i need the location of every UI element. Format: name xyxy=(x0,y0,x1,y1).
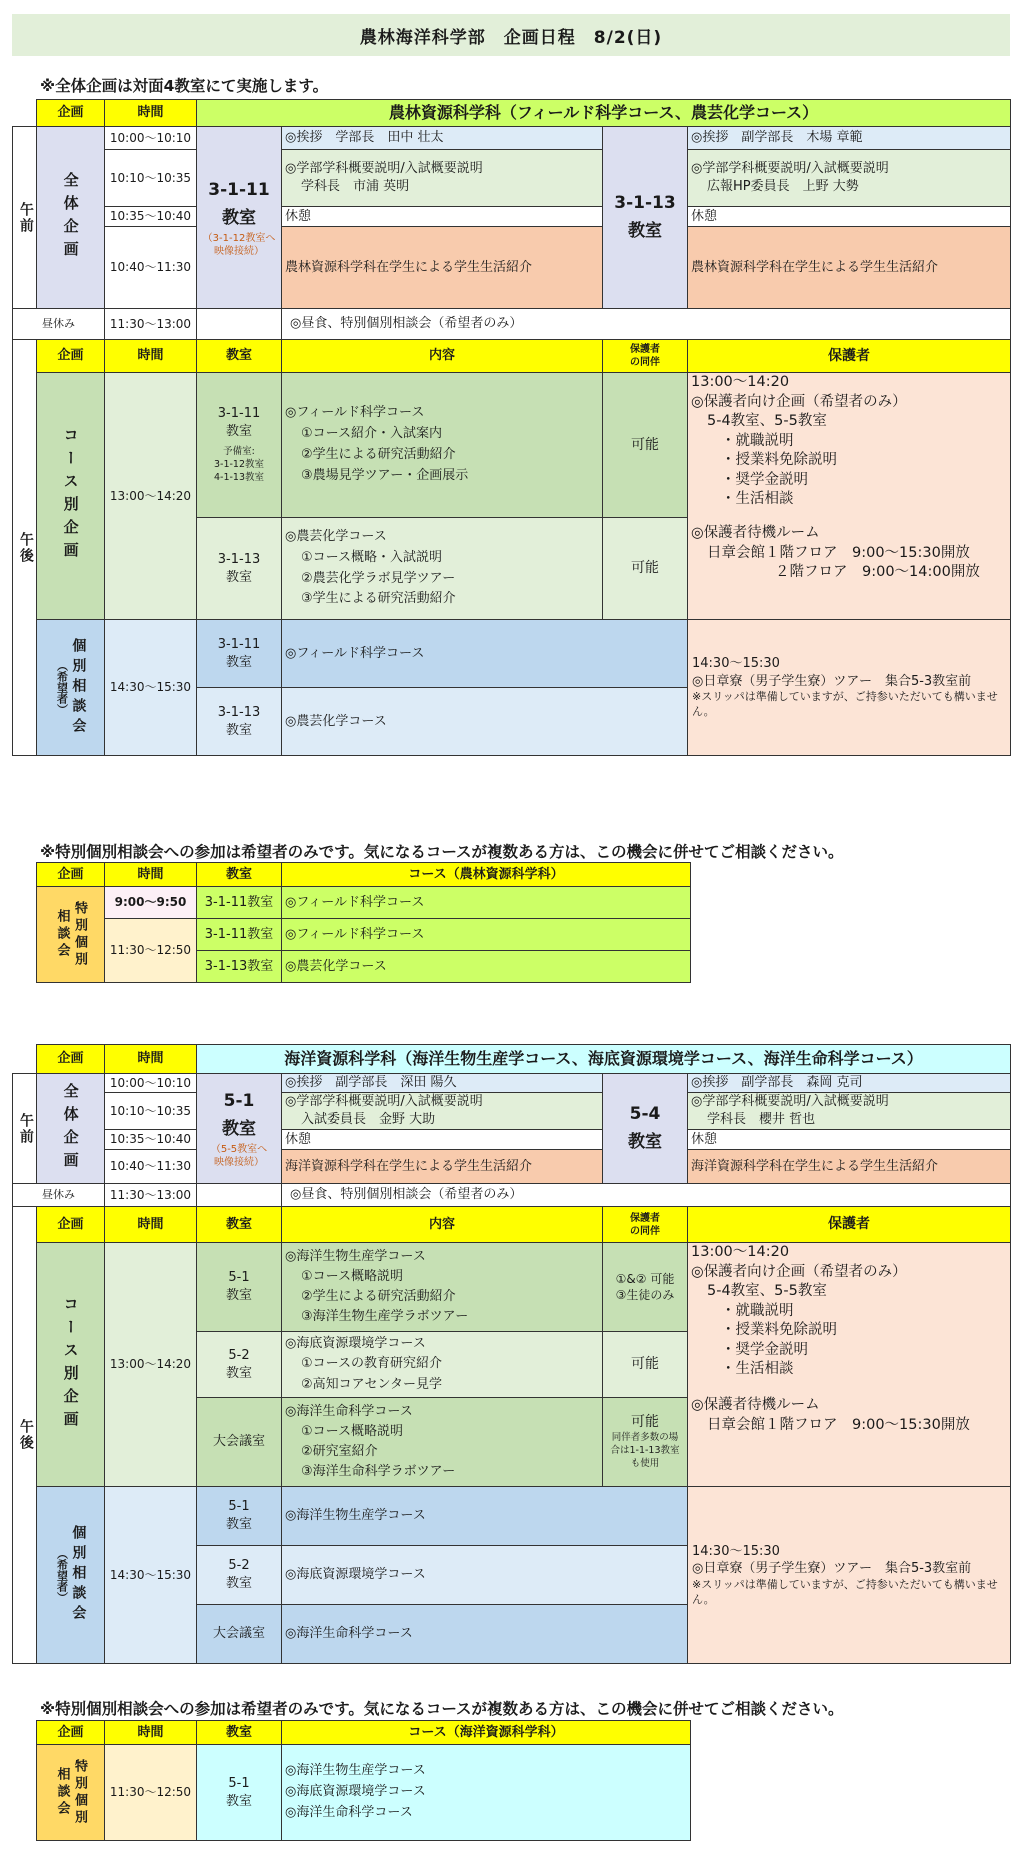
header-kyoushitsu: 教室 xyxy=(197,1207,282,1243)
special-course: ◎農芸化学コース xyxy=(282,951,691,983)
special-time: 9:00〜9:50 xyxy=(105,887,197,919)
course-room: 3-1-11 教室 予備室: 3-1-12教室 4-1-13教室 xyxy=(197,373,282,518)
label-tokubetsu-soudan: 特別個別 相談会 xyxy=(37,1745,105,1841)
special-table-kaiyou xyxy=(36,1720,691,1841)
header-course-kaiyou: コース（海洋資源科学科） xyxy=(282,1721,691,1745)
agenda-kyuukei: 休憩 xyxy=(282,207,603,227)
course-time: 13:00〜14:20 xyxy=(105,373,197,620)
room-5-4: 5-4 教室 xyxy=(603,1074,688,1184)
course-content-nougei: ◎農芸化学コース ①コース概略・入試説明 ②農芸化学ラボ見学ツアー ③学生による研究活動紹介 xyxy=(282,518,603,620)
douhan-status: ①&② 可能 ③生徒のみ xyxy=(603,1243,688,1332)
schedule-table-kaiyou xyxy=(12,1044,1011,1664)
time-slot: 10:00〜10:10 xyxy=(105,1074,197,1093)
kobetsu-room: 5-1 教室 xyxy=(197,1487,282,1546)
course-content-seimei: ◎海洋生命科学コース ①コース概略説明 ②研究室紹介 ③海洋生命科学ラボツアー xyxy=(282,1398,603,1487)
course-room: 3-1-13 教室 xyxy=(197,518,282,620)
room-5-1: 5-1 教室 （5-5教室へ 映像接続） xyxy=(197,1074,282,1184)
agenda-shoukai: 海洋資源科学科在学生による学生生活紹介 xyxy=(282,1150,603,1184)
header-jikan: 時間 xyxy=(105,1045,197,1074)
room-3-1-13: 3-1-13 教室 xyxy=(603,127,688,309)
header-jikan: 時間 xyxy=(105,100,197,127)
kobetsu-room: 3-1-13 教室 xyxy=(197,688,282,756)
header-kikaku: 企画 xyxy=(37,1721,105,1745)
label-course-betsu: コース別企画 xyxy=(37,1243,105,1487)
note-top: ※全体企画は対面4教室にて実施します。 xyxy=(40,77,329,95)
time-slot: 10:10〜10:35 xyxy=(105,1093,197,1130)
header-jikan: 時間 xyxy=(105,863,197,887)
header-kyoushitsu: 教室 xyxy=(197,863,282,887)
label-course-betsu: コース別企画 xyxy=(37,373,105,620)
course-content-kaitei: ◎海底資源環境学コース ①コースの教育研究紹介 ②高知コアセンター見学 xyxy=(282,1332,603,1398)
agenda-gaiyou: ◎学部学科概要説明/入試概要説明 学科長 市浦 英明 xyxy=(282,150,603,207)
label-zentai-kikaku: 全体企画 xyxy=(37,1074,105,1184)
dept-header-norin: 農林資源科学科（フィールド科学コース、農芸化学コース） xyxy=(197,100,1011,127)
header-kyoushitsu: 教室 xyxy=(197,340,282,373)
time-slot: 10:35〜10:40 xyxy=(105,207,197,227)
agenda-aisatsu: ◎挨拶 副学部長 深田 陽久 xyxy=(282,1074,603,1093)
time-slot: 10:35〜10:40 xyxy=(105,1130,197,1150)
douhan-status: 可能 xyxy=(603,1332,688,1398)
agenda-aisatsu: ◎挨拶 副学部長 森岡 克司 xyxy=(688,1074,1011,1093)
course-content-field: ◎フィールド科学コース ①コース紹介・入試案内 ②学生による研究活動紹介 ③農場見学ツアー・企画展示 xyxy=(282,373,603,518)
special-room: 3-1-13教室 xyxy=(197,951,282,983)
lunch-content: ◎昼食、特別個別相談会（希望者のみ） xyxy=(282,1184,1011,1207)
header-hogosha: 保護者 xyxy=(688,340,1011,373)
label-gozen: 午前 xyxy=(13,1074,37,1184)
header-jikan: 時間 xyxy=(105,1207,197,1243)
lunch-time: 11:30〜13:00 xyxy=(105,1184,197,1207)
kobetsu-room: 3-1-11 教室 xyxy=(197,620,282,688)
agenda-aisatsu: ◎挨拶 学部長 田中 壮太 xyxy=(282,127,603,150)
kobetsu-room: 大会議室 xyxy=(197,1605,282,1664)
label-hiruyasumi: 昼休み xyxy=(13,309,105,340)
special-course: ◎フィールド科学コース xyxy=(282,919,691,951)
kobetsu-time: 14:30〜15:30 xyxy=(105,620,197,756)
special-time: 11:30〜12:50 xyxy=(105,1745,197,1841)
time-slot: 10:10〜10:35 xyxy=(105,150,197,207)
kobetsu-room: 5-2 教室 xyxy=(197,1546,282,1605)
label-kobetsu: 個別相談会 （希望者） xyxy=(37,1487,105,1664)
special-room: 3-1-11教室 xyxy=(197,919,282,951)
kobetsu-content: ◎海底資源環境学コース xyxy=(282,1546,688,1605)
special-room: 3-1-11教室 xyxy=(197,887,282,919)
label-zentai-kikaku: 全体企画 xyxy=(37,127,105,309)
course-content-seibutsu: ◎海洋生物生産学コース ①コース概略説明 ②学生による研究活動紹介 ③海洋生物生産学ラボツアー xyxy=(282,1243,603,1332)
course-room: 5-2 教室 xyxy=(197,1332,282,1398)
kobetsu-content: ◎海洋生命科学コース xyxy=(282,1605,688,1664)
label-gogo: 午後 xyxy=(13,1207,37,1664)
hogosha-info: 13:00〜14:20 ◎保護者向け企画（希望者のみ） 5-4教室、5-5教室 ・就職説明 ・授業料免除説明 ・奨学金説明 ・生活相談 ◎保護者待機ルーム 日章会館１階フロア 9:00〜15:30開放 xyxy=(688,1243,1011,1487)
header-kikaku: 企画 xyxy=(37,340,105,373)
special-course: ◎フィールド科学コース xyxy=(282,887,691,919)
special-room: 5-1 教室 xyxy=(197,1745,282,1841)
room-3-1-11: 3-1-11 教室 （3-1-12教室へ 映像接続） xyxy=(197,127,282,309)
header-jikan: 時間 xyxy=(105,1721,197,1745)
time-slot: 10:40〜11:30 xyxy=(105,1150,197,1184)
header-douhan: 保護者 の同伴 xyxy=(603,1207,688,1243)
label-hiruyasumi: 昼休み xyxy=(13,1184,105,1207)
label-gozen: 午前 xyxy=(13,127,37,309)
ryou-tour-info: 14:30〜15:30 ◎日章寮（男子学生寮）ツアー 集合5-3教室前 ※スリッパは準備していますが、ご持参いただいても構いません。 xyxy=(688,620,1011,756)
label-gogo: 午後 xyxy=(13,340,37,756)
agenda-aisatsu: ◎挨拶 副学部長 木場 章範 xyxy=(688,127,1011,150)
header-douhan: 保護者 の同伴 xyxy=(603,340,688,373)
header-jikan: 時間 xyxy=(105,340,197,373)
course-time: 13:00〜14:20 xyxy=(105,1243,197,1487)
header-hogosha: 保護者 xyxy=(688,1207,1011,1243)
header-kikaku: 企画 xyxy=(37,863,105,887)
kobetsu-content: ◎海洋生物生産学コース xyxy=(282,1487,688,1546)
time-slot: 10:40〜11:30 xyxy=(105,227,197,309)
dept-header-kaiyou: 海洋資源科学科（海洋生物生産学コース、海底資源環境学コース、海洋生命科学コース） xyxy=(197,1045,1011,1074)
agenda-gaiyou: ◎学部学科概要説明/入試概要説明 広報HP委員長 上野 大勢 xyxy=(688,150,1011,207)
agenda-gaiyou: ◎学部学科概要説明/入試概要説明 入試委員長 金野 大助 xyxy=(282,1093,603,1130)
lunch-time: 11:30〜13:00 xyxy=(105,309,197,340)
agenda-kyuukei: 休憩 xyxy=(688,207,1011,227)
header-naiyou: 内容 xyxy=(282,1207,603,1243)
agenda-kyuukei: 休憩 xyxy=(688,1130,1011,1150)
course-room: 大会議室 xyxy=(197,1398,282,1487)
note-special-1: ※特別個別相談会への参加は希望者のみです。気になるコースが複数ある方は、この機会に併せてご相談ください。 xyxy=(40,843,844,861)
label-kobetsu: 個別相談会 （希望者） xyxy=(37,620,105,756)
kobetsu-time: 14:30〜15:30 xyxy=(105,1487,197,1664)
special-courses: ◎海洋生物生産学コース ◎海底資源環境学コース ◎海洋生命科学コース xyxy=(282,1745,691,1841)
douhan-status: 可能 xyxy=(603,373,688,518)
hogosha-info: 13:00〜14:20 ◎保護者向け企画（希望者のみ） 5-4教室、5-5教室 ・就職説明 ・授業料免除説明 ・奨学金説明 ・生活相談 ◎保護者待機ルーム 日章会館１階フロア 9:00〜15:30開放 ２階フロア 9:00〜14:00開放 xyxy=(688,373,1011,620)
ryou-tour-info: 14:30〜15:30 ◎日章寮（男子学生寮）ツアー 集合5-3教室前 ※スリッパは準備していますが、ご持参いただいても構いません。 xyxy=(688,1487,1011,1664)
schedule-table-norin xyxy=(12,99,1011,756)
header-course-norin: コース（農林資源科学科） xyxy=(282,863,691,887)
note-special-2: ※特別個別相談会への参加は希望者のみです。気になるコースが複数ある方は、この機会に併せてご相談ください。 xyxy=(40,1700,844,1718)
header-kikaku: 企画 xyxy=(37,100,105,127)
page-title: 農林海洋科学部 企画日程 8/2(日) xyxy=(12,14,1010,56)
douhan-status: 可能 同伴者多数の場 合は1-1-13教室 も使用 xyxy=(603,1398,688,1487)
header-naiyou: 内容 xyxy=(282,340,603,373)
agenda-shoukai: 農林資源科学科在学生による学生生活紹介 xyxy=(688,227,1011,309)
label-tokubetsu-soudan: 特別個別 相談会 xyxy=(37,887,105,983)
time-slot: 10:00〜10:10 xyxy=(105,127,197,150)
header-kikaku: 企画 xyxy=(37,1207,105,1243)
special-table-norin xyxy=(36,862,691,983)
header-kikaku: 企画 xyxy=(37,1045,105,1074)
agenda-shoukai: 海洋資源科学科在学生による学生生活紹介 xyxy=(688,1150,1011,1184)
agenda-shoukai: 農林資源科学科在学生による学生生活紹介 xyxy=(282,227,603,309)
special-time: 11:30〜12:50 xyxy=(105,919,197,983)
course-room: 5-1 教室 xyxy=(197,1243,282,1332)
header-kyoushitsu: 教室 xyxy=(197,1721,282,1745)
agenda-gaiyou: ◎学部学科概要説明/入試概要説明 学科長 櫻井 哲也 xyxy=(688,1093,1011,1130)
kobetsu-content: ◎農芸化学コース xyxy=(282,688,688,756)
douhan-status: 可能 xyxy=(603,518,688,620)
lunch-content: ◎昼食、特別個別相談会（希望者のみ） xyxy=(282,309,1011,340)
kobetsu-content: ◎フィールド科学コース xyxy=(282,620,688,688)
agenda-kyuukei: 休憩 xyxy=(282,1130,603,1150)
